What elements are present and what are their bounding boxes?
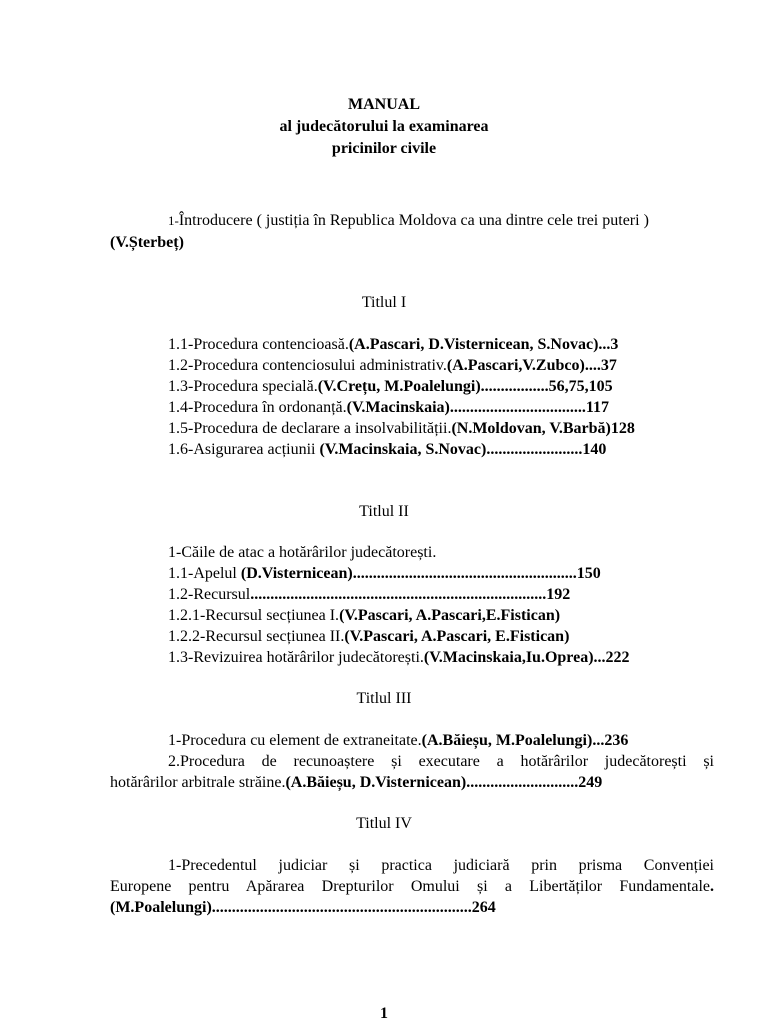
document-title bbox=[0, 94, 768, 160]
toc-item: 1-Căile de atac a hotărârilor judecătorești. bbox=[168, 544, 437, 561]
heading-titlul-3: Titlul III bbox=[356, 690, 412, 707]
toc-item: 1.5-Procedura de declarare a insolvabilității.(N.Moldovan, V.Barbă)128 bbox=[168, 420, 635, 437]
heading-titlul-4: Titlul IV bbox=[356, 815, 412, 832]
toc-titlul-4 bbox=[110, 855, 714, 918]
toc-item-line: 1-Precedentul judiciar și practica judiciară prin prisma Convenției bbox=[168, 857, 714, 874]
toc-item: 1-Procedura cu element de extraneitate.(A.Băieșu, M.Poalelungi)...236 bbox=[168, 732, 629, 749]
toc-titlul-2 bbox=[168, 542, 728, 668]
toc-item-line: hotărârilor arbitrale străine.(A.Băieșu, D.Visternicean)............................249 bbox=[110, 774, 603, 791]
intro-author: (V.Șterbeț) bbox=[110, 234, 184, 251]
toc-item: 1.3-Procedura specială.(V.Crețu, M.Poalelungi).................56,75,105 bbox=[168, 378, 613, 395]
toc-item-line: 2.Procedura de recunoaștere și executare a hotărârilor judecătorești și bbox=[168, 753, 714, 770]
page-number: 1 bbox=[380, 1005, 388, 1022]
intro-paragraph bbox=[110, 210, 714, 254]
toc-item: 1.4-Procedura în ordonanță.(V.Macinskaia)..................................117 bbox=[168, 399, 609, 416]
toc-item-line: Europene pentru Apărarea Drepturilor Omului și a Libertăților Fundamentale. bbox=[110, 878, 714, 895]
toc-item: 1.1-Procedura contencioasă.(A.Pascari, D.Visternicean, S.Novac)...3 bbox=[168, 336, 619, 353]
intro-text: Întroducere ( justiția în Republica Moldova ca una dintre cele trei puteri ) bbox=[178, 212, 649, 229]
toc-item: 1.2.1-Recursul secțiunea I.(V.Pascari, A.Pascari,E.Fistican) bbox=[168, 607, 561, 624]
toc-item: 1.3-Revizuirea hotărârilor judecătorești.(V.Macinskaia,Iu.Oprea)...222 bbox=[168, 649, 630, 666]
heading-titlul-1: Titlul I bbox=[361, 294, 407, 311]
title-line-1: MANUAL bbox=[348, 96, 420, 113]
toc-item: 1.2-Recursul..........................................................................192 bbox=[168, 586, 571, 603]
toc-titlul-1 bbox=[168, 334, 728, 460]
toc-item: 1.6-Asigurarea acțiunii (V.Macinskaia, S.Novac)........................140 bbox=[168, 441, 607, 458]
title-line-2: al judecătorului la examinarea bbox=[279, 118, 489, 135]
toc-item: 1.2.2-Recursul secțiunea II.(V.Pascari, A.Pascari, E.Fistican) bbox=[168, 628, 570, 645]
toc-item-line: (M.Poalelungi).................................................................264 bbox=[110, 899, 496, 916]
heading-titlul-2: Titlul II bbox=[359, 503, 409, 520]
intro-line bbox=[110, 210, 714, 232]
toc-item: 1.2-Procedura contenciosului administrativ.(A.Pascari,V.Zubco)....37 bbox=[168, 357, 617, 374]
toc-titlul-3 bbox=[110, 730, 714, 793]
toc-item: 1.1-Apelul (D.Visternicean)........................................................150 bbox=[168, 565, 601, 582]
intro-number: 1- bbox=[168, 213, 179, 228]
title-line-3: pricinilor civile bbox=[331, 140, 437, 157]
